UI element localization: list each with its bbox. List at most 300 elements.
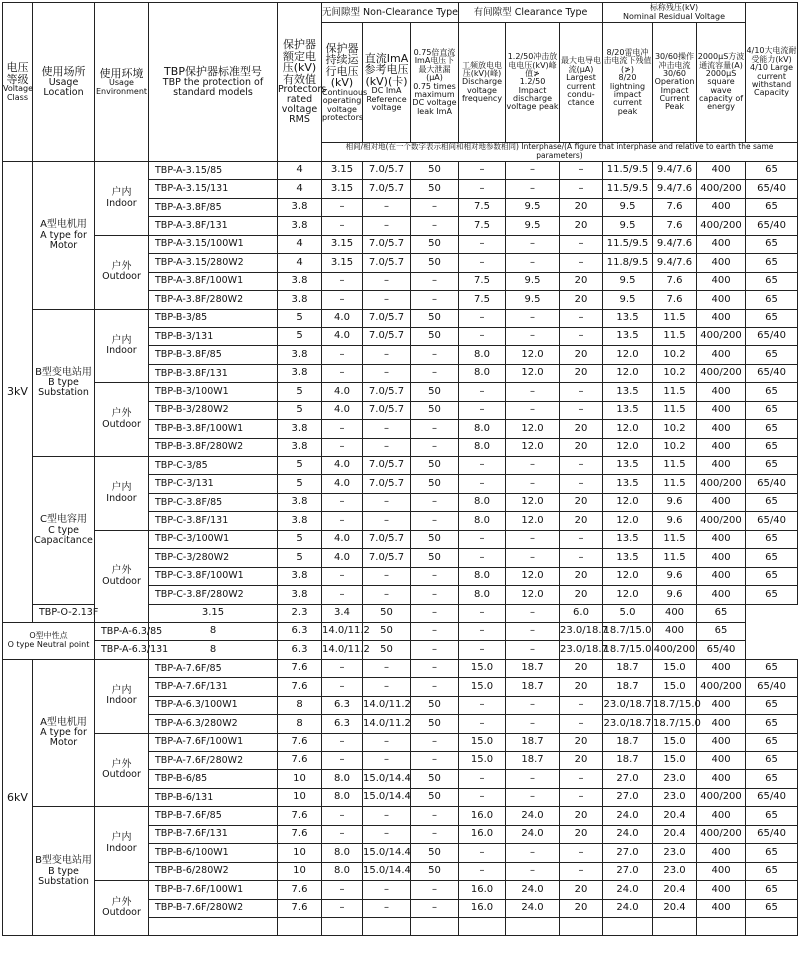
header-largest: 最大电导电流(μA) Largest current condu-ctance xyxy=(560,23,603,143)
value-cell: 12.0 xyxy=(506,438,560,456)
header-operation: 30/60操作冲击电流 30/60 Operation Impact Current Peak xyxy=(653,23,697,143)
value-cell: 65 xyxy=(697,604,746,622)
value-cell: 11.5/9.5 xyxy=(603,162,653,180)
value-cell: 65/40 xyxy=(746,217,798,235)
header-impulse: 1.2/50冲击放电电压(kV)峰值≯ 1.2/50 Impact discharge voltage peak xyxy=(506,23,560,143)
value-cell: – xyxy=(506,715,560,733)
value-cell: – xyxy=(411,217,459,235)
value-cell: 13.5 xyxy=(603,309,653,327)
value-cell: 20 xyxy=(560,752,603,770)
value-cell: – xyxy=(363,678,411,696)
env-indoor xyxy=(95,457,149,531)
value-cell: 18.7 xyxy=(603,678,653,696)
value-cell: 15.0 xyxy=(459,659,506,677)
value-cell: 20.4 xyxy=(653,825,697,843)
value-cell: 65 xyxy=(746,586,798,604)
value-cell: 3.8 xyxy=(278,217,322,235)
value-cell: 8.0 xyxy=(459,586,506,604)
value-cell: 12.0 xyxy=(506,346,560,364)
value-cell: 7.0/5.7 xyxy=(363,475,411,493)
value-cell: – xyxy=(459,457,506,475)
value-cell: 3.8 xyxy=(278,586,322,604)
value-cell: – xyxy=(506,383,560,401)
value-cell: 400 xyxy=(697,420,746,438)
value-cell: 15.0/14.4 xyxy=(363,788,411,806)
value-cell: – xyxy=(411,659,459,677)
value-cell: 24.0 xyxy=(506,825,560,843)
value-cell: 400 xyxy=(697,291,746,309)
value-cell: – xyxy=(363,567,411,585)
value-cell: 12.0 xyxy=(603,512,653,530)
value-cell: 11.5/9.5 xyxy=(603,180,653,198)
value-cell: 7.0/5.7 xyxy=(363,162,411,180)
value-cell: – xyxy=(560,401,603,419)
value-cell: 50 xyxy=(411,475,459,493)
value-cell: 23.0 xyxy=(653,788,697,806)
model-cell: TBP-B-3/85 xyxy=(149,309,278,327)
value-cell: 7.0/5.7 xyxy=(363,549,411,567)
env-indoor-en: Indoor xyxy=(106,345,137,357)
env-outdoor-en: Outdoor xyxy=(102,418,141,430)
model-cell: TBP-A-3.15/131 xyxy=(149,180,278,198)
value-cell: 24.0 xyxy=(506,807,560,825)
value-cell: 11.5/9.5 xyxy=(603,235,653,253)
value-cell: 50 xyxy=(411,162,459,180)
value-cell: 12.0 xyxy=(603,364,653,382)
value-cell: 11.8/9.5 xyxy=(603,254,653,272)
value-cell: 7.6 xyxy=(278,752,322,770)
value-cell: – xyxy=(411,364,459,382)
value-cell: 65/40 xyxy=(746,327,798,345)
env-indoor-cn: 户内 xyxy=(111,684,132,696)
value-cell: 4 xyxy=(278,235,322,253)
table-row xyxy=(3,383,798,401)
value-cell: 400 xyxy=(697,586,746,604)
value-cell: 20.4 xyxy=(653,807,697,825)
value-cell: 9.4/7.6 xyxy=(653,235,697,253)
value-cell: – xyxy=(363,346,411,364)
value-cell: – xyxy=(560,327,603,345)
value-cell: 16.0 xyxy=(459,825,506,843)
table-row xyxy=(3,162,798,180)
value-cell: – xyxy=(506,162,560,180)
voltage-3kv: 3kV xyxy=(3,162,33,623)
model-cell: TBP-A-7.6F/100W1 xyxy=(149,733,278,751)
value-cell: – xyxy=(506,844,560,862)
env-indoor-en: Indoor xyxy=(106,492,137,504)
value-cell: 27.0 xyxy=(603,862,653,880)
model-cell: TBP-C-3.8F/100W1 xyxy=(149,567,278,585)
header-lightning: 8/20雷电冲击电流下残值(≯) 8/20 lightning impact current peak xyxy=(603,23,653,143)
value-cell: – xyxy=(411,512,459,530)
value-cell: 20 xyxy=(560,493,603,511)
header-residual: 标称残压(kV) Nominal Residual Voltage xyxy=(603,3,746,23)
value-cell: 7.0/5.7 xyxy=(363,180,411,198)
value-cell: 7.0/5.7 xyxy=(363,383,411,401)
value-cell: 13.5 xyxy=(603,457,653,475)
value-cell: 4.0 xyxy=(322,327,363,345)
usage-b-substation-en: B type Substation xyxy=(38,865,89,887)
value-cell: – xyxy=(322,807,363,825)
value-cell: – xyxy=(506,696,560,714)
value-cell: – xyxy=(322,364,363,382)
value-cell: 12.0 xyxy=(506,420,560,438)
value-cell: 11.5 xyxy=(653,475,697,493)
empty-cell xyxy=(746,917,798,935)
empty-cell xyxy=(322,917,363,935)
value-cell: 7.6 xyxy=(653,198,697,216)
value-cell: 9.5 xyxy=(603,198,653,216)
value-cell: 13.5 xyxy=(603,549,653,567)
value-cell: 65/40 xyxy=(746,364,798,382)
voltage-6kv: 6kV xyxy=(3,659,33,936)
value-cell: 18.7/15.0 xyxy=(603,622,653,640)
value-cell: 5 xyxy=(278,309,322,327)
value-cell: – xyxy=(363,217,411,235)
value-cell: 24.0 xyxy=(603,825,653,843)
value-cell: – xyxy=(411,807,459,825)
value-cell: 65 xyxy=(746,752,798,770)
table-row xyxy=(3,733,798,751)
value-cell: – xyxy=(322,272,363,290)
model-cell: TBP-B-3/131 xyxy=(149,327,278,345)
value-cell: 10 xyxy=(278,770,322,788)
value-cell: 50 xyxy=(411,180,459,198)
value-cell: 65 xyxy=(746,844,798,862)
table-body xyxy=(3,162,798,936)
value-cell: 9.4/7.6 xyxy=(653,180,697,198)
header-voltage-class: 电压等级 Voltage Class xyxy=(3,3,33,162)
value-cell: – xyxy=(560,475,603,493)
value-cell: 7.6 xyxy=(278,733,322,751)
value-cell: 8 xyxy=(149,641,278,659)
value-cell: – xyxy=(560,696,603,714)
header-non-clearance: 无间隙型 Non-Clearance Type xyxy=(322,3,459,23)
value-cell: 4 xyxy=(278,162,322,180)
value-cell: 6.3 xyxy=(278,622,322,640)
value-cell: 20 xyxy=(560,659,603,677)
value-cell: 7.6 xyxy=(278,659,322,677)
model-cell: TBP-C-3/100W1 xyxy=(149,530,278,548)
value-cell: 18.7/15.0 xyxy=(603,641,653,659)
value-cell: 15.0/14.4 xyxy=(363,862,411,880)
model-cell: TBP-A-6.3/100W1 xyxy=(149,696,278,714)
model-cell: TBP-C-3.8F/85 xyxy=(149,493,278,511)
model-cell: TBP-A-3.8F/85 xyxy=(149,198,278,216)
value-cell: 23.0/18.7 xyxy=(560,622,603,640)
value-cell: 12.0 xyxy=(603,420,653,438)
value-cell: 10.2 xyxy=(653,364,697,382)
value-cell: 3.15 xyxy=(322,254,363,272)
value-cell: 50 xyxy=(411,254,459,272)
usage-b-substation xyxy=(33,807,95,936)
value-cell: 65 xyxy=(746,715,798,733)
value-cell: – xyxy=(506,622,560,640)
header-square-wave: 2000μS方波通流容量(A) 2000μS square wave capacity of energy xyxy=(697,23,746,143)
header-rated-voltage: 保护器额定电压(kV)有效值 Protectors rated voltage RMS xyxy=(278,3,322,162)
model-cell: TBP-B-6/131 xyxy=(149,788,278,806)
value-cell: – xyxy=(506,770,560,788)
table-row xyxy=(3,641,798,659)
model-cell: TBP-B-7.6F/85 xyxy=(149,807,278,825)
empty-cell xyxy=(603,917,653,935)
value-cell: 13.5 xyxy=(603,475,653,493)
model-cell: TBP-A-7.6F/85 xyxy=(149,659,278,677)
value-cell: 400 xyxy=(697,659,746,677)
env-outdoor-cn: 户外 xyxy=(111,565,132,577)
value-cell: 15.0 xyxy=(653,659,697,677)
value-cell: 5 xyxy=(278,327,322,345)
value-cell: 23.0 xyxy=(653,862,697,880)
value-cell: 400 xyxy=(697,567,746,585)
env-indoor-en: Indoor xyxy=(106,842,137,854)
value-cell: – xyxy=(411,752,459,770)
value-cell: – xyxy=(363,807,411,825)
value-cell: 9.4/7.6 xyxy=(653,162,697,180)
value-cell: 5 xyxy=(278,457,322,475)
value-cell: 11.5 xyxy=(653,549,697,567)
value-cell: 24.0 xyxy=(506,881,560,899)
usage-c-capacitance-cn: C型电容用 xyxy=(40,514,87,526)
value-cell: 20.4 xyxy=(653,881,697,899)
value-cell: – xyxy=(506,180,560,198)
model-cell: TBP-B-7.6F/131 xyxy=(149,825,278,843)
value-cell: 7.0/5.7 xyxy=(363,235,411,253)
value-cell: 3.8 xyxy=(278,364,322,382)
value-cell: 8.0 xyxy=(322,788,363,806)
env-outdoor xyxy=(95,235,149,309)
value-cell: 10.2 xyxy=(653,346,697,364)
table-row xyxy=(3,530,798,548)
value-cell: 50 xyxy=(411,549,459,567)
value-cell: 400 xyxy=(697,881,746,899)
value-cell: 27.0 xyxy=(603,770,653,788)
value-cell: 65 xyxy=(746,401,798,419)
table-row xyxy=(3,659,798,677)
value-cell: 400 xyxy=(697,254,746,272)
empty-cell xyxy=(149,917,278,935)
value-cell: 400 xyxy=(697,383,746,401)
usage-a-motor-en: A type for Motor xyxy=(40,229,87,251)
env-indoor xyxy=(95,807,149,881)
value-cell: – xyxy=(322,420,363,438)
value-cell: 16.0 xyxy=(459,807,506,825)
value-cell: 18.7 xyxy=(506,659,560,677)
value-cell: 12.0 xyxy=(506,586,560,604)
value-cell: 6.3 xyxy=(322,715,363,733)
value-cell: 400 xyxy=(697,235,746,253)
value-cell: 3.8 xyxy=(278,272,322,290)
value-cell: 7.0/5.7 xyxy=(363,401,411,419)
value-cell: 8.0 xyxy=(459,346,506,364)
value-cell: 18.7 xyxy=(506,678,560,696)
usage-c-capacitance xyxy=(33,457,95,605)
value-cell: 14.0/11.2 xyxy=(363,715,411,733)
value-cell: 14.0/11.2 xyxy=(363,696,411,714)
value-cell: 65 xyxy=(746,549,798,567)
env-indoor xyxy=(95,162,149,236)
value-cell: 50 xyxy=(411,862,459,880)
value-cell: – xyxy=(560,162,603,180)
value-cell: 27.0 xyxy=(603,788,653,806)
value-cell: 9.6 xyxy=(653,586,697,604)
usage-a-motor-cn: A型电机用 xyxy=(40,219,87,231)
value-cell: 11.5 xyxy=(653,309,697,327)
value-cell: 20 xyxy=(560,512,603,530)
value-cell: – xyxy=(411,881,459,899)
value-cell: 65 xyxy=(746,530,798,548)
header-model: TBP保护器标准型号 TBP the protection of standard models xyxy=(149,3,278,162)
value-cell: 23.0 xyxy=(653,844,697,862)
value-cell: 65 xyxy=(746,438,798,456)
model-cell: TBP-A-7.6F/280W2 xyxy=(149,752,278,770)
value-cell: 400 xyxy=(697,862,746,880)
value-cell: – xyxy=(560,254,603,272)
value-cell: 65 xyxy=(746,733,798,751)
value-cell: – xyxy=(459,696,506,714)
value-cell: 65 xyxy=(746,346,798,364)
value-cell: 400 xyxy=(697,770,746,788)
value-cell: 400/200 xyxy=(697,678,746,696)
env-outdoor xyxy=(95,881,149,936)
value-cell: 15.0 xyxy=(459,752,506,770)
value-cell: 4.0 xyxy=(322,530,363,548)
model-cell: TBP-A-3.8F/280W2 xyxy=(149,291,278,309)
value-cell: 6.3 xyxy=(322,696,363,714)
value-cell: 400 xyxy=(697,696,746,714)
value-cell: 50 xyxy=(411,770,459,788)
value-cell: – xyxy=(411,272,459,290)
value-cell: 20 xyxy=(560,420,603,438)
value-cell: 4.0 xyxy=(322,309,363,327)
value-cell: 12.0 xyxy=(603,567,653,585)
value-cell: 400/200 xyxy=(697,475,746,493)
value-cell: 9.5 xyxy=(506,272,560,290)
value-cell: – xyxy=(411,438,459,456)
value-cell: – xyxy=(459,383,506,401)
value-cell: 65 xyxy=(697,622,746,640)
value-cell: 65 xyxy=(746,493,798,511)
value-cell: – xyxy=(411,198,459,216)
usage-o-neutral-en: O type Neutral point xyxy=(7,639,90,649)
value-cell: 4.0 xyxy=(322,457,363,475)
value-cell: 65/40 xyxy=(697,641,746,659)
value-cell: – xyxy=(363,493,411,511)
value-cell: – xyxy=(322,567,363,585)
value-cell: 50 xyxy=(411,327,459,345)
value-cell: 3.15 xyxy=(322,162,363,180)
value-cell: 400 xyxy=(697,530,746,548)
usage-a-motor xyxy=(33,659,95,807)
value-cell: – xyxy=(322,217,363,235)
value-cell: 15.0 xyxy=(653,733,697,751)
value-cell: – xyxy=(459,401,506,419)
model-cell: TBP-B-7.6F/280W2 xyxy=(149,899,278,917)
value-cell: 18.7 xyxy=(603,733,653,751)
value-cell: 20 xyxy=(560,364,603,382)
value-cell: – xyxy=(459,862,506,880)
env-indoor-cn: 户内 xyxy=(111,832,132,844)
value-cell: – xyxy=(411,567,459,585)
value-cell: 5 xyxy=(278,530,322,548)
value-cell: – xyxy=(363,512,411,530)
value-cell: 9.5 xyxy=(603,291,653,309)
value-cell: 4 xyxy=(278,180,322,198)
value-cell: 15.0 xyxy=(459,678,506,696)
value-cell: 15.0 xyxy=(459,733,506,751)
value-cell: – xyxy=(459,327,506,345)
value-cell: – xyxy=(363,899,411,917)
header-usage-location: 使用场所 Usage Location xyxy=(33,3,95,162)
value-cell: 65 xyxy=(746,659,798,677)
value-cell: 7.5 xyxy=(459,217,506,235)
value-cell: 4 xyxy=(278,254,322,272)
value-cell: 3.15 xyxy=(322,235,363,253)
model-cell: TBP-B-3/280W2 xyxy=(149,401,278,419)
model-cell: TBP-O-2.13F xyxy=(33,604,95,622)
value-cell: 50 xyxy=(411,457,459,475)
model-cell: TBP-C-3/280W2 xyxy=(149,549,278,567)
value-cell: 400 xyxy=(697,752,746,770)
value-cell: – xyxy=(506,235,560,253)
value-cell: – xyxy=(506,862,560,880)
value-cell: – xyxy=(363,291,411,309)
value-cell: 20 xyxy=(560,733,603,751)
header-cont-voltage: 保护器持续运行电压(kV) Continuous operating voltage protectors xyxy=(322,23,363,143)
value-cell: 400 xyxy=(697,198,746,216)
empty-cell xyxy=(411,917,459,935)
value-cell: 20 xyxy=(560,678,603,696)
value-cell: 9.5 xyxy=(506,291,560,309)
empty-cell xyxy=(560,917,603,935)
value-cell: – xyxy=(322,825,363,843)
tbp-spec-table xyxy=(2,2,798,936)
value-cell: – xyxy=(363,752,411,770)
model-cell: TBP-B-7.6F/100W1 xyxy=(149,881,278,899)
value-cell: – xyxy=(322,438,363,456)
env-outdoor-cn: 户外 xyxy=(111,758,132,770)
model-cell: TBP-A-6.3/131 xyxy=(95,641,149,659)
value-cell: – xyxy=(322,512,363,530)
value-cell: 50 xyxy=(411,530,459,548)
value-cell: 6.0 xyxy=(560,604,603,622)
value-cell: 400 xyxy=(697,401,746,419)
empty-cell xyxy=(278,917,322,935)
value-cell: 13.5 xyxy=(603,383,653,401)
value-cell: 7.0/5.7 xyxy=(363,530,411,548)
value-cell: 12.0 xyxy=(603,586,653,604)
value-cell: 400/200 xyxy=(697,364,746,382)
value-cell: 12.0 xyxy=(506,364,560,382)
value-cell: 7.5 xyxy=(459,272,506,290)
value-cell: – xyxy=(506,788,560,806)
model-cell: TBP-A-3.15/280W2 xyxy=(149,254,278,272)
value-cell: – xyxy=(506,549,560,567)
value-cell: – xyxy=(459,475,506,493)
header-usage-environment: 使用环境 Usage Environment xyxy=(95,3,149,162)
value-cell: 3.4 xyxy=(322,604,363,622)
value-cell: – xyxy=(322,678,363,696)
value-cell: 3.8 xyxy=(278,291,322,309)
value-cell: 400 xyxy=(697,272,746,290)
usage-b-substation-cn: B型变电站用 xyxy=(35,366,92,378)
value-cell: 65 xyxy=(746,696,798,714)
usage-o-neutral xyxy=(3,622,95,659)
model-cell: TBP-A-3.8F/100W1 xyxy=(149,272,278,290)
value-cell: 65 xyxy=(746,254,798,272)
value-cell: 400 xyxy=(697,346,746,364)
value-cell: – xyxy=(411,641,459,659)
